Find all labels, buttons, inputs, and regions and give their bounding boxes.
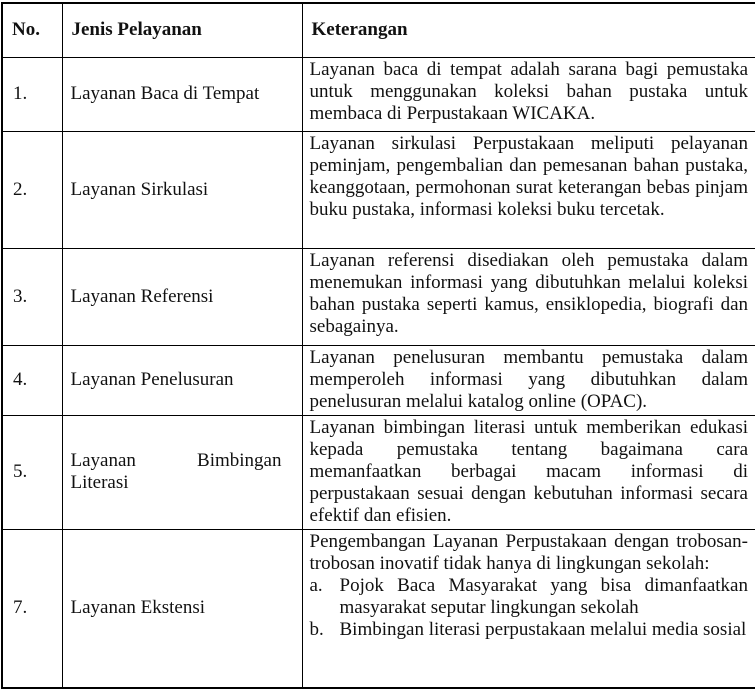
- cell-jenis-pelayanan: Layanan Referensi: [62, 248, 302, 345]
- header-keterangan: Keterangan: [302, 3, 755, 57]
- table-row: [2, 57, 755, 131]
- cell-no: 5.: [2, 415, 62, 529]
- list-item: [310, 575, 749, 619]
- cell-no: 1.: [2, 57, 62, 131]
- cell-keterangan: [302, 248, 755, 345]
- cell-jenis-pelayanan: Layanan Penelusuran: [62, 345, 302, 415]
- table-row: [2, 415, 755, 529]
- cell-keterangan: [302, 131, 755, 248]
- header-jenis-pelayanan: Jenis Pelayanan: [62, 3, 302, 57]
- table-row: [2, 248, 755, 345]
- cell-keterangan: [302, 345, 755, 415]
- list-item: [310, 619, 749, 641]
- list-item-marker: a.: [309, 574, 323, 596]
- keterangan-text: Layanan baca di tempat adalah sarana bagi pemustaka untuk menggunakan koleksi bahan pustaka untuk membaca di Perpustakaan WICAKA.: [309, 58, 748, 124]
- keterangan-text: Layanan referensi disediakan oleh pemustaka dalam menemukan informasi yang dibutuhkan melalui koleksi bahan pustaka seperti kamus, ensiklopedia, biografi dan sebagainya.: [309, 249, 748, 337]
- header-no: No.: [2, 3, 62, 57]
- cell-jenis-pelayanan: Layanan Sirkulasi: [62, 131, 302, 248]
- table-row: [2, 131, 755, 248]
- header-row: [2, 3, 755, 57]
- keterangan-text: Layanan bimbingan literasi untuk memberikan edukasi kepada pemustaka tentang bagaimana cara memanfaatkan berbagai macam informasi di perpustakaan sesuai dengan kebutuhan informasi secara efektif dan efisien.: [309, 416, 748, 526]
- cell-jenis-pelayanan: Layanan Bimbingan Literasi: [62, 415, 302, 529]
- list-item-text: Pojok Baca Masyarakat yang bisa dimanfaatkan masyarakat seputar lingkungan sekolah: [339, 574, 748, 618]
- cell-keterangan: [302, 415, 755, 529]
- keterangan-text: Layanan penelusuran membantu pemustaka dalam memperoleh informasi yang dibutuhkan dalam penelusuran melalui katalog online (OPAC).: [309, 346, 748, 412]
- list-item-text: Bimbingan literasi perpustakaan melalui media sosial: [339, 618, 747, 640]
- table-row: [2, 529, 755, 688]
- cell-jenis-pelayanan: Layanan Ekstensi: [62, 529, 302, 688]
- cell-jenis-pelayanan: Layanan Baca di Tempat: [62, 57, 302, 131]
- table-row: [2, 345, 755, 415]
- keterangan-text: Layanan sirkulasi Perpustakaan meliputi pelayanan peminjam, pengembalian dan pemesanan bahan pustaka, keanggotaan, permohonan surat keterangan bebas pinjam buku pustaka, informasi koleksi buku tercetak.: [309, 132, 748, 220]
- cell-keterangan: [302, 529, 755, 688]
- cell-keterangan: [302, 57, 755, 131]
- keterangan-list: [310, 575, 749, 641]
- table-body: [2, 57, 755, 688]
- cell-no: 7.: [2, 529, 62, 688]
- list-item-marker: b.: [309, 618, 324, 640]
- keterangan-text: Pengembangan Layanan Perpustakaan dengan trobosan-trobosan inovatif tidak hanya di lingkungan sekolah:: [309, 530, 748, 574]
- cell-no: 4.: [2, 345, 62, 415]
- cell-no: 3.: [2, 248, 62, 345]
- cell-no: 2.: [2, 131, 62, 248]
- services-table: [1, 2, 755, 689]
